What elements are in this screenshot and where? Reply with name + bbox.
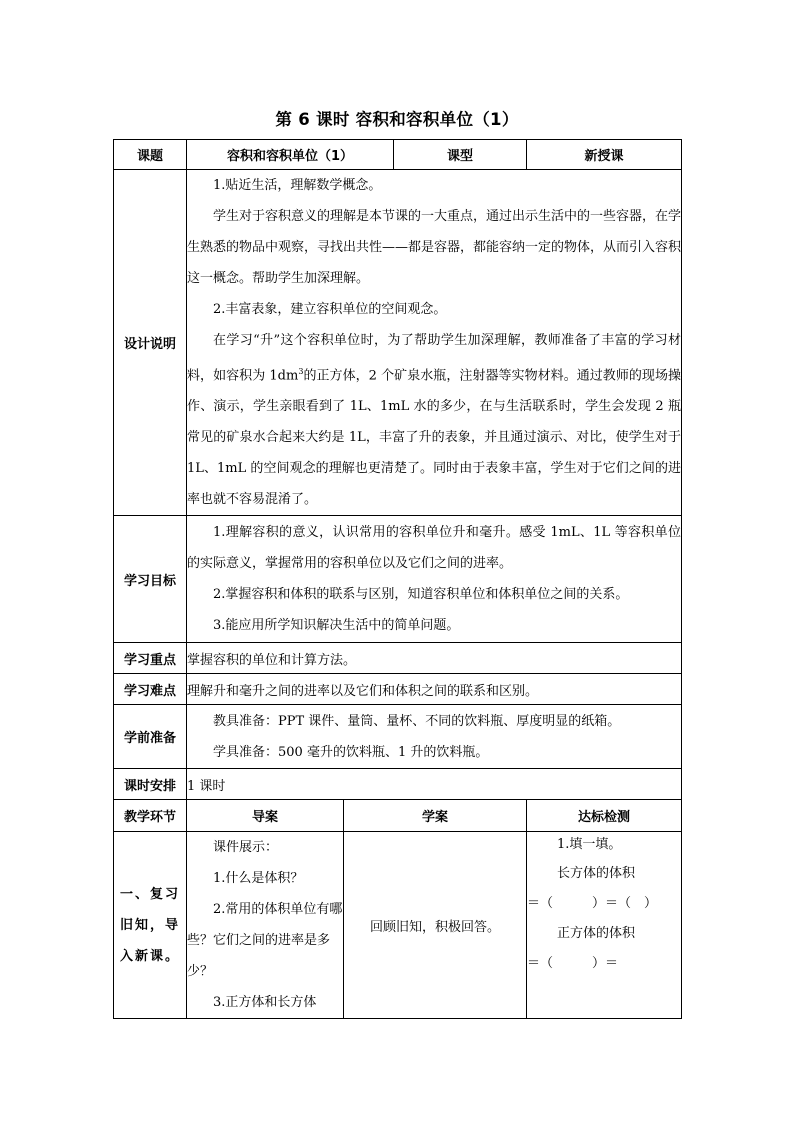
lesson-plan-table	[113, 139, 682, 1019]
row-difficulties	[114, 674, 682, 705]
guide-line: 3.正方体和长方体	[213, 995, 317, 1011]
design-text: 在学习“升”这个容积单位时，为了帮助学生加深理解，教师准备了丰富的学习材料，如容积为 1dm	[187, 333, 682, 384]
guide-line: 1.什么是体积？	[213, 871, 304, 887]
goal-item: 1.理解容积的意义，认识常用的容积单位升和毫升。感受 1mL、1L 等容积单位的实际意义，掌握常用的容积单位以及它们之间的进率。	[187, 525, 682, 572]
row-schedule	[114, 769, 682, 800]
schedule-value: 1 课时	[187, 769, 682, 800]
stage-1-label: 一、复习旧知，导入新课。	[114, 832, 187, 1019]
teacher-preparation: 教具准备：PPT 课件、量筒、量杯、不同的饮料瓶、厚度明显的纸箱。	[213, 713, 621, 729]
row-key-points	[114, 643, 682, 674]
key-points-label: 学习重点	[114, 643, 187, 674]
course-type-label: 课型	[394, 140, 527, 170]
design-paragraph: 2.丰富表象，建立容积单位的空间观念。	[213, 302, 447, 317]
check-header: 达标检测	[527, 800, 682, 832]
student-preparation: 学具准备：500 毫升的饮料瓶、1 升的饮料瓶。	[213, 744, 489, 760]
check-line: 1.填一填。	[557, 837, 622, 853]
superscript: 3	[298, 367, 304, 376]
design-paragraph: 1.贴近生活，理解数学概念。	[213, 178, 382, 193]
stage-header: 教学环节	[114, 800, 187, 832]
key-points-value: 掌握容积的单位和计算方法。	[187, 643, 682, 674]
design-paragraph	[187, 325, 681, 515]
row-course	[114, 140, 682, 170]
row-design	[114, 170, 682, 516]
goal-item: 2.掌握容积和体积的联系与区别，知道容积单位和体积单位之间的关系。	[213, 587, 629, 603]
guide-line: 2.常用的体积单位有哪些？它们之间的进率是多少？	[187, 902, 343, 980]
difficulties-value: 理解升和毫升之间的进率以及它们和体积之间的联系和区别。	[187, 674, 682, 705]
preparation-body	[187, 705, 682, 769]
difficulties-label: 学习难点	[114, 674, 187, 705]
check-line: ＝（ ）＝	[527, 956, 619, 972]
schedule-label: 课时安排	[114, 769, 187, 800]
goals-body	[187, 516, 682, 643]
course-type-value: 新授课	[527, 140, 682, 170]
check-line: 正方体的体积	[557, 926, 636, 942]
guide-line: 课件展示：	[213, 840, 279, 856]
design-body	[187, 170, 682, 516]
goals-label: 学习目标	[114, 516, 187, 643]
design-label: 设计说明	[114, 170, 187, 516]
stage-1-guide	[187, 832, 344, 1019]
stage-1-study: 回顾旧知，积极回答。	[344, 832, 527, 1019]
row-goals	[114, 516, 682, 643]
goal-item: 3.能应用所学知识解决生活中的简单问题。	[213, 618, 460, 634]
design-paragraph: 学生对于容积意义的理解是本节课的一大重点，通过出示生活中的一些容器，在学生熟悉的物品中观察，寻找出共性——都是容器，都能容纳一定的物体，从而引入容积这一概念。帮助学生加深理解。	[187, 209, 682, 286]
check-line: ＝（ ）＝（ ）	[527, 896, 658, 912]
guide-header: 导案	[187, 800, 344, 832]
course-label: 课题	[114, 140, 187, 170]
stage-1-check	[527, 832, 682, 1019]
check-line: 长方体的体积	[557, 866, 636, 882]
row-stage-1	[114, 832, 682, 1019]
course-value: 容积和容积单位（1）	[187, 140, 394, 170]
preparation-label: 学前准备	[114, 705, 187, 769]
row-process-header	[114, 800, 682, 832]
page-title: 第 6 课时 容积和容积单位（1）	[275, 110, 519, 129]
design-text: 的正方体，2 个矿泉水瓶，注射器等实物材料。通过教师的现场操作、演示，学生亲眼看到了 1L、1mL 水的多少，在与生活联系时，学生会发现 2 瓶常见的矿泉水合起来大约是 1L，丰富了升的表象，并且通过演示、对比，使学生对于 1L、1mL 的空间观念的理解也更清楚了。同时由于表象丰富，学生对于它们之间的进率也就不容易混淆了。	[187, 368, 682, 508]
study-header: 学案	[344, 800, 527, 832]
row-preparation	[114, 705, 682, 769]
